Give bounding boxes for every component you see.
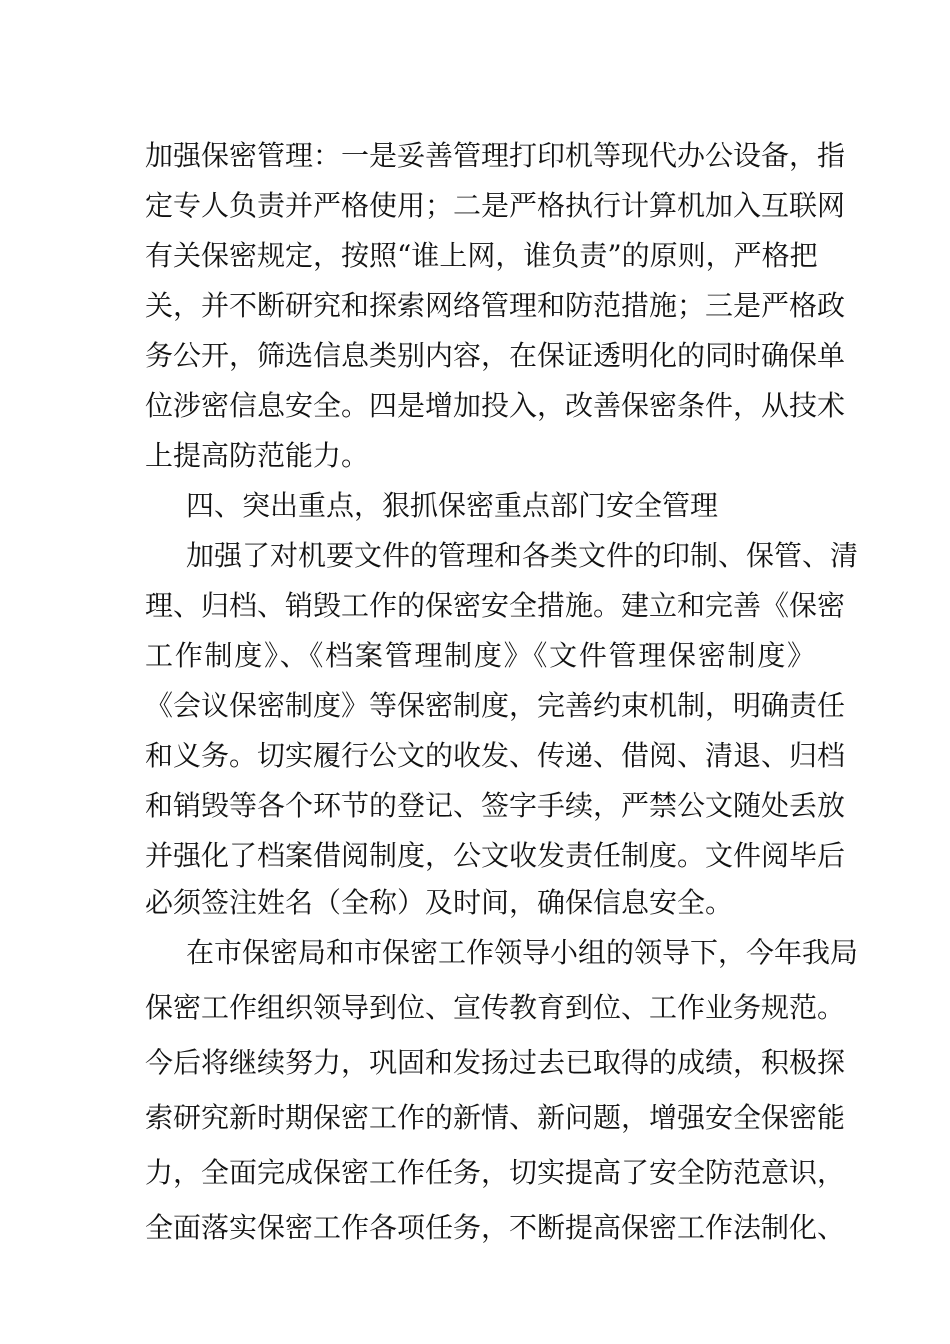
text-line: 全面落实保密工作各项任务，不断提高保密工作法制化、 xyxy=(145,1211,846,1244)
text-line: 加强保密管理：一是妥善管理打印机等现代办公设备，指 xyxy=(145,139,846,172)
text-line: 必须签注姓名（全称）及时间，确保信息安全。 xyxy=(145,886,734,919)
text-line: 今后将继续努力，巩固和发扬过去已取得的成绩，积极探 xyxy=(145,1046,846,1079)
text-line: 《会议保密制度》等保密制度，完善约束机制，明确责任 xyxy=(145,689,846,722)
text-line: 在市保密局和市保密工作领导小组的领导下，今年我局 xyxy=(186,936,859,969)
text-line: 力，全面完成保密工作任务，切实提高了安全防范意识， xyxy=(145,1156,846,1189)
section-heading: 四、突出重点，狠抓保密重点部门安全管理 xyxy=(186,489,719,522)
text-line: 索研究新时期保密工作的新情、新问题，增强安全保密能 xyxy=(145,1101,846,1134)
text-line: 加强了对机要文件的管理和各类文件的印制、保管、清 xyxy=(186,539,859,572)
text-line: 和义务。切实履行公文的收发、传递、借阅、清退、归档 xyxy=(145,739,846,772)
text-line: 理、归档、销毁工作的保密安全措施。建立和完善《保密 xyxy=(145,589,846,622)
text-line: 工作制度》、《档案管理制度》《文件管理保密制度》 xyxy=(145,639,815,672)
text-line: 并强化了档案借阅制度，公文收发责任制度。文件阅毕后 xyxy=(145,839,846,872)
text-line: 定专人负责并严格使用；二是严格执行计算机加入互联网 xyxy=(145,189,846,222)
text-line: 上提高防范能力。 xyxy=(145,439,370,472)
text-line: 保密工作组织领导到位、宣传教育到位、工作业务规范。 xyxy=(145,991,846,1024)
text-line: 有关保密规定，按照“谁上网，谁负责”的原则，严格把 xyxy=(145,239,818,272)
text-line: 位涉密信息安全。四是增加投入，改善保密条件，从技术 xyxy=(145,389,846,422)
text-line: 务公开，筛选信息类别内容，在保证透明化的同时确保单 xyxy=(145,339,846,372)
text-line: 和销毁等各个环节的登记、签字手续，严禁公文随处丢放 xyxy=(145,789,846,822)
text-line: 关，并不断研究和探索网络管理和防范措施；三是严格政 xyxy=(145,289,846,322)
